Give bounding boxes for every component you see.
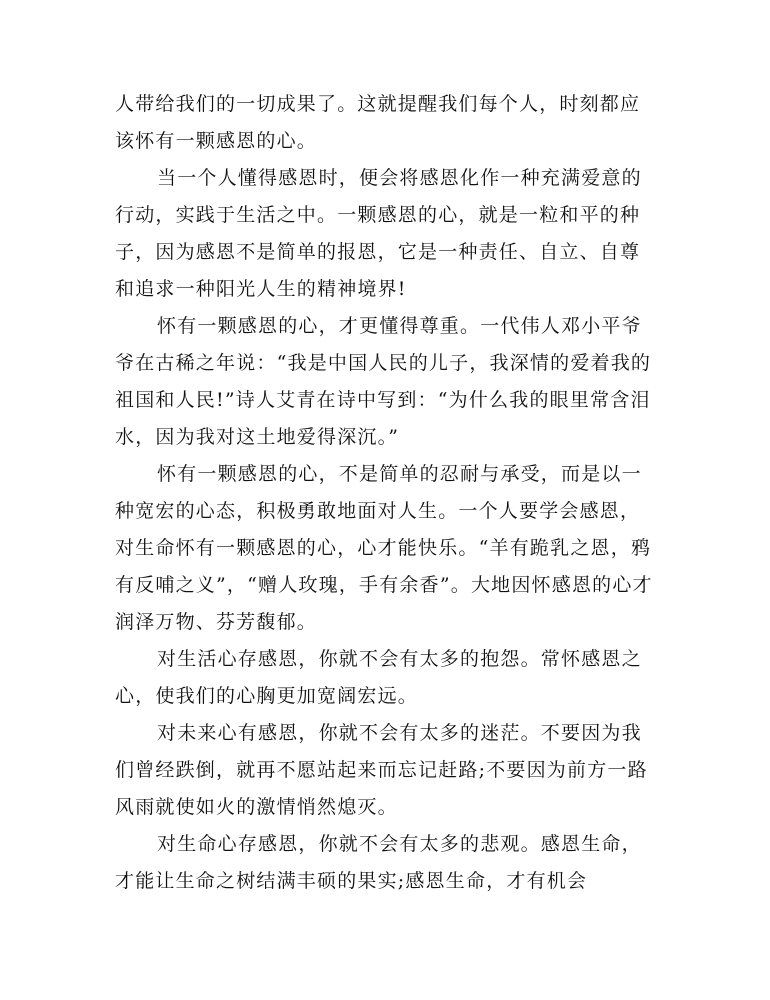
body-text: [115, 86, 655, 900]
paragraph: 怀有一颗感恩的心，不是简单的忍耐与承受，而是以一种宽宏的心态，积极勇敢地面对人生。一个人要学会感恩，对生命怀有一颗感恩的心，心才能快乐。“羊有跪乳之恩，鸦有反哺之义”，“赠人玫瑰，手有余香”。大地因怀感恩的心才润泽万物、芬芳馥郁。: [115, 463, 653, 633]
paragraph: 对生命心存感恩，你就不会有太多的悲观。感恩生命，才能让生命之树结满丰硕的果实;感恩生命，才有机会: [115, 833, 642, 892]
paragraph: 怀有一颗感恩的心，才更懂得尊重。一代伟人邓小平爷爷在古稀之年说：“我是中国人民的儿子，我深情的爱着我的祖国和人民!”诗人艾青在诗中写到：“为什么我的眼里常含泪水，因为我对这土地爱得深沉。”: [115, 315, 652, 448]
paragraph: 对未来心有感恩，你就不会有太多的迷茫。不要因为我们曾经跌倒，就再不愿站起来而忘记赶路;不要因为前方一路风雨就使如火的激情悄然熄灭。: [115, 722, 648, 818]
paragraph: 当一个人懂得感恩时，便会将感恩化作一种充满爱意的行动，实践于生活之中。一颗感恩的心，就是一粒和平的种子，因为感恩不是简单的报恩，它是一种责任、自立、自尊和追求一种阳光人生的精神境界!: [115, 167, 642, 300]
paragraph: 对生活心存感恩，你就不会有太多的抱怨。常怀感恩之心，使我们的心胸更加宽阔宏远。: [115, 648, 642, 707]
paragraph-continuation: 人带给我们的一切成果了。这就提醒我们每个人，时刻都应该怀有一颗感恩的心。: [115, 93, 641, 152]
